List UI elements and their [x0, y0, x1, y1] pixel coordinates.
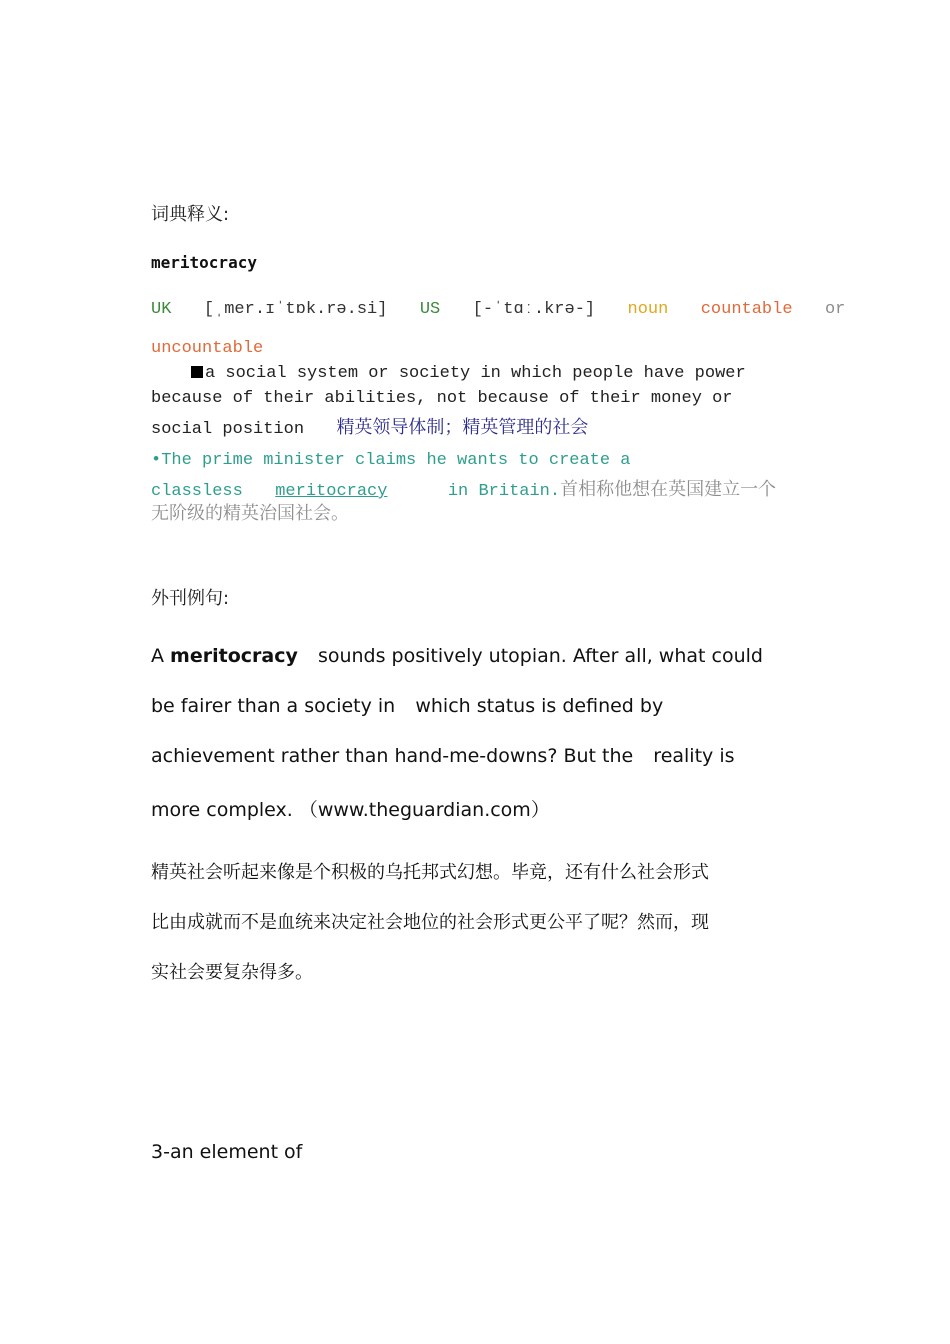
us-ipa: [-ˈtɑː.krə-] — [472, 300, 596, 319]
example-line-2 — [151, 475, 777, 501]
example-text-b: in Britain. — [447, 482, 561, 501]
definition-text-3: social position — [151, 420, 305, 439]
uncountable-label: uncountable — [151, 339, 264, 358]
press-en-line-4: more complex. （www.theguardian.com） — [151, 799, 550, 821]
definition-translation: 精英领导体制；精英管理的社会 — [336, 417, 589, 438]
press-en-text-e: achievement rather than hand-me-downs? But the — [151, 745, 634, 767]
or-label: or — [824, 300, 846, 319]
example-translation-1: 首相称他想在英国建立一个 — [560, 479, 777, 500]
pronunciation-line — [151, 300, 846, 319]
press-en-line-2 — [151, 695, 751, 717]
press-en-text-a: A — [151, 645, 164, 667]
example-translation-2: 无阶级的精英治国社会。 — [151, 503, 349, 524]
example-line-1: •The prime minister claims he wants to create a — [151, 451, 631, 470]
press-en-line-1 — [151, 645, 763, 667]
uk-label: UK — [151, 300, 172, 319]
pos-label: noun — [627, 300, 669, 319]
example-text-a: classless — [151, 482, 243, 501]
dict-heading: 词典释义: — [151, 204, 230, 225]
press-cn-line-1: 精英社会听起来像是个积极的乌托邦式幻想。毕竟，还有什么社会形式 — [151, 862, 709, 883]
press-cn-line-2: 比由成就而不是血统来决定社会地位的社会形式更公平了呢？然而，现 — [151, 912, 709, 933]
headword: meritocracy — [151, 253, 257, 272]
definition-line-1 — [151, 364, 751, 383]
press-en-text-c: be fairer than a society in — [151, 695, 396, 717]
next-entry-heading: 3-an element of — [151, 1141, 303, 1163]
us-label: US — [419, 300, 441, 319]
definition-line-2: because of their abilities, not because of their money or — [151, 389, 733, 408]
press-en-text-d: which status is defined by — [415, 695, 664, 717]
bullet-square-icon — [191, 366, 203, 378]
press-en-text-f: reality is — [653, 745, 735, 767]
press-en-text-b: sounds positively utopian. After all, what could — [317, 645, 763, 667]
press-cn-line-3: 实社会要复杂得多。 — [151, 962, 313, 983]
countable-label: countable — [700, 300, 793, 319]
definition-text-1: a social system or society in which people have power — [205, 364, 746, 383]
example-headword-link[interactable]: meritocracy — [275, 482, 388, 501]
uk-ipa: [ˌmer.ɪˈtɒk.rə.si] — [203, 300, 388, 319]
definition-line-3 — [151, 413, 751, 439]
press-heading: 外刊例句: — [151, 588, 230, 609]
press-en-line-3 — [151, 745, 751, 767]
press-en-keyword: meritocracy — [170, 645, 298, 667]
